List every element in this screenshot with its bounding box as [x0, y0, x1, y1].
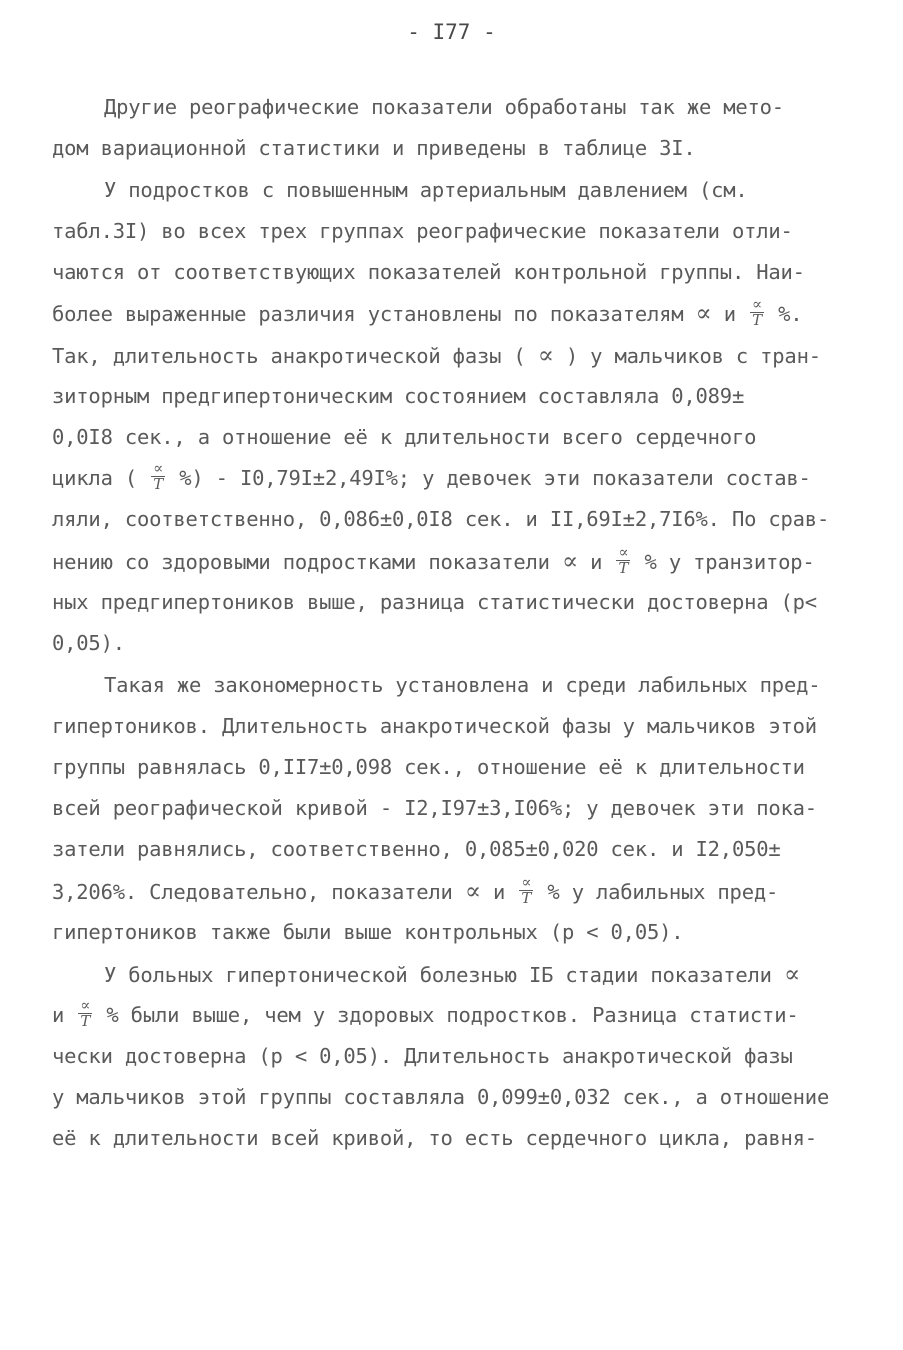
text-line: затели равнялись, соответственно, 0,085±0,020 сек. и I2,050± — [52, 837, 781, 861]
alpha-over-t-fraction: $\frac{\propto}{T}$ — [153, 458, 164, 493]
text-line: гипертоников. Длительность анакротической фазы у мальчиков этой — [52, 714, 817, 738]
text-line: более выраженные различия установлены по показателям ∝ и $\frac{\propto}{T}$ %. — [52, 294, 803, 329]
text-line: ляли, соответственно, 0,086±0,0I8 сек. и II,69I±2,7I6%. По срав- — [52, 507, 830, 531]
text-line: У подростков с повышенным артериальным давлением (см. — [104, 178, 748, 202]
text-line: 0,05). — [52, 631, 125, 655]
alpha-over-t-fraction: $\frac{\propto}{T}$ — [752, 294, 762, 329]
alpha-over-t-fraction: $\frac{\propto}{T}$ — [80, 995, 91, 1030]
text-line: ных предгипертоников выше, разница статистически достоверна (р< — [52, 590, 817, 614]
alpha-symbol: ∝ — [695, 299, 712, 327]
alpha-over-t-fraction: $\frac{\propto}{T}$ — [521, 872, 532, 907]
page-number: - I77 - — [407, 20, 496, 44]
text-line: Другие реографические показатели обработаны так же мето- — [104, 95, 784, 119]
text-line: 0,0I8 сек., а отношение её к длительности всего сердечного — [52, 425, 757, 449]
text-line: её к длительности всей кривой, то есть сердечного цикла, равня- — [52, 1126, 817, 1150]
text-line: табл.3I) во всех трех группах реографические показатели отли- — [52, 219, 793, 243]
text-line: зиторным предгипертоническим состоянием составляла 0,089± — [52, 384, 745, 408]
text-line: и $\frac{\propto}{T}$ % были выше, чем у здоровых подростков. Разница статисти- — [52, 995, 799, 1030]
alpha-over-t-fraction: $\frac{\propto}{T}$ — [618, 542, 629, 577]
text-line: у мальчиков этой группы составляла 0,099±0,032 сек., а отношение — [52, 1085, 830, 1109]
text-line: чаются от соответствующих показателей контрольной группы. Наи- — [52, 260, 805, 284]
text-line: 3,206%. Следовательно, показатели ∝ и $\frac{\propto}{T}$ % у лабильных пред- — [52, 872, 779, 907]
text-line: чески достоверна (р < 0,05). Длительность анакротической фазы — [52, 1044, 793, 1068]
alpha-symbol: ∝ — [561, 547, 579, 575]
text-line: нению со здоровыми подростками показатели ∝ и $\frac{\propto}{T}$ % у транзитор- — [52, 542, 815, 577]
text-line: дом вариационной статистики и приведены в таблице 3I. — [52, 136, 696, 160]
alpha-symbol: ∝ — [537, 341, 554, 369]
text-line: гипертоников также были выше контрольных (р < 0,05). — [52, 920, 684, 944]
text-line: всей реографической кривой - I2,I97±3,I06%; у девочек эти пока- — [52, 796, 817, 820]
alpha-symbol: ∝ — [783, 960, 801, 988]
text-line: цикла ( $\frac{\propto}{T}$ %) - I0,79I±2,49I%; у девочек эти показатели состав- — [52, 458, 811, 493]
text-line: Так, длительность анакротической фазы ( ∝ ) у мальчиков с тран- — [52, 341, 821, 369]
text-line: группы равнялась 0,II7±0,098 сек., отношение её к длительности — [52, 755, 805, 779]
text-line: У больных гипертонической болезнью IБ стадии показатели ∝ — [104, 960, 801, 988]
alpha-symbol: ∝ — [464, 877, 481, 905]
text-line: Такая же закономерность установлена и среди лабильных пред- — [104, 673, 821, 697]
